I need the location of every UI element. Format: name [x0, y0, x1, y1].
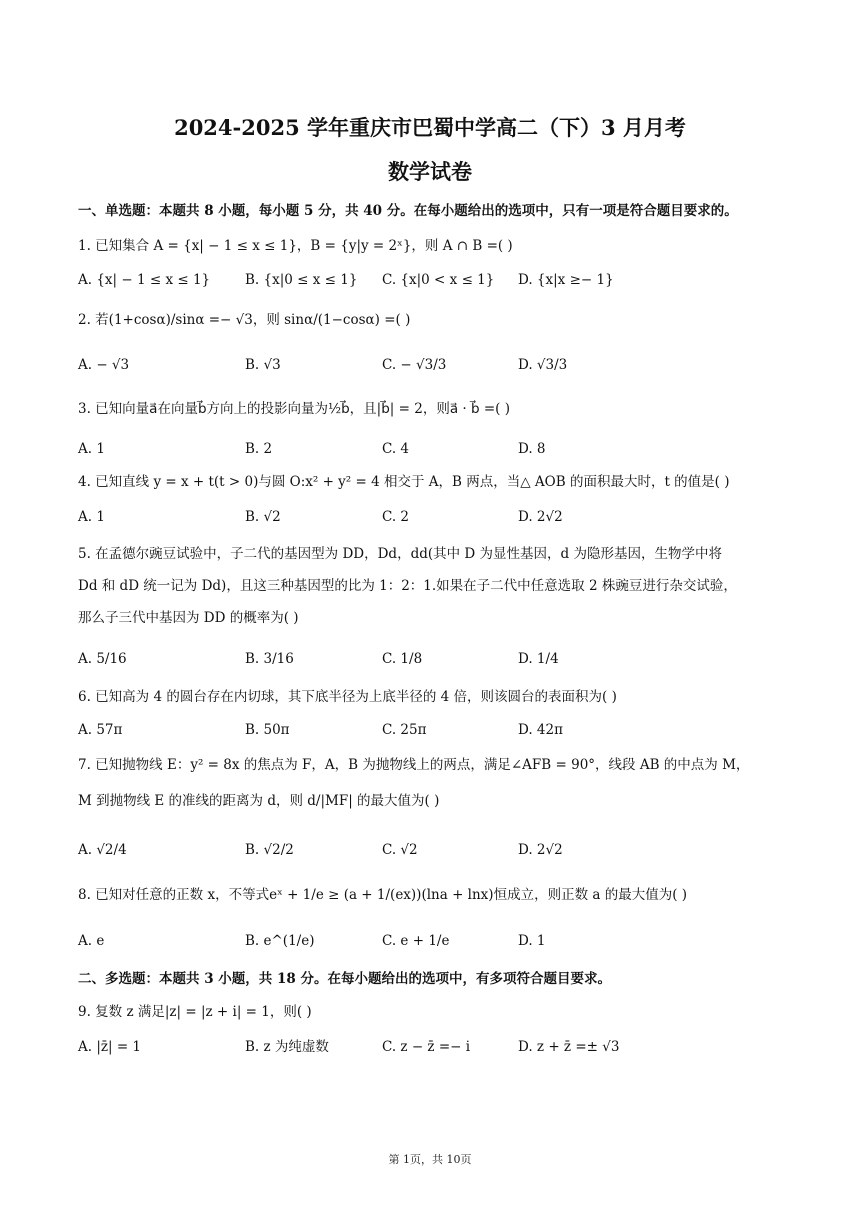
- question-7-option-a: A. √2/4: [78, 842, 127, 858]
- question-9-option-c: C. z − z̄ =− i: [382, 1039, 471, 1055]
- question-8-option-d: D. 1: [518, 933, 546, 949]
- question-3-option-b: B. 2: [245, 441, 273, 457]
- question-1-option-c: C. {x|0 < x ≤ 1}: [382, 272, 495, 288]
- question-2-option-c: C. − √3/3: [382, 357, 447, 373]
- question-8-option-c: C. e + 1/e: [382, 933, 450, 949]
- question-3-stem: 3. 已知向量a⃗在向量b⃗方向上的投影向量为½b⃗，且|b⃗| = 2，则a⃗ · b⃗ =( ): [78, 401, 510, 417]
- question-1-option-b: B. {x|0 ≤ x ≤ 1}: [245, 272, 358, 288]
- question-5-option-b: B. 3/16: [245, 651, 294, 667]
- question-2-stem: 2. 若(1+cosα)/sinα =− √3，则 sinα/(1−cosα) =( ): [78, 312, 411, 328]
- question-4-option-b: B. √2: [245, 509, 281, 525]
- page-footer: 第 1页，共 10页: [388, 1153, 472, 1166]
- question-6-option-c: C. 25π: [382, 722, 427, 738]
- question-9-option-d: D. z + z̄ =± √3: [518, 1039, 620, 1055]
- question-7-line-1: 7. 已知抛物线 E：y² = 8x 的焦点为 F，A，B 为抛物线上的两点，满足∠AFB = 90°，线段 AB 的中点为 M，: [78, 757, 750, 773]
- question-4-option-c: C. 2: [382, 509, 410, 525]
- section-heading-multiple-choice: 二、多选题：本题共 3 小题，共 18 分。在每小题给出的选项中，有多项符合题目要求。: [78, 971, 611, 987]
- question-2-option-a: A. − √3: [78, 357, 130, 373]
- exam-title: 2024-2025 学年重庆市巴蜀中学高二（下）3 月月考: [174, 115, 686, 140]
- question-4-stem: 4. 已知直线 y = x + t(t > 0)与圆 O:x² + y² = 4 相交于 A，B 两点，当△ AOB 的面积最大时，t 的值是( ): [78, 474, 730, 490]
- question-7-option-d: D. 2√2: [518, 842, 563, 858]
- question-9-option-b: B. z 为纯虚数: [245, 1039, 329, 1055]
- question-2-option-d: D. √3/3: [518, 357, 568, 373]
- question-3-option-a: A. 1: [78, 441, 105, 457]
- question-6-stem: 6. 已知高为 4 的圆台存在内切球，其下底半径为上底半径的 4 倍，则该圆台的表面积为( ): [78, 689, 617, 705]
- question-6-option-a: A. 57π: [78, 722, 123, 738]
- question-4-option-d: D. 2√2: [518, 509, 563, 525]
- question-5-option-a: A. 5/16: [78, 651, 127, 667]
- question-7-option-b: B. √2/2: [245, 842, 294, 858]
- question-9-stem: 9. 复数 z 满足|z| = |z + i| = 1，则( ): [78, 1004, 312, 1020]
- section-heading-single-choice: 一、单选题：本题共 8 小题，每小题 5 分，共 40 分。在每小题给出的选项中，只有一项是符合题目要求的。: [78, 203, 738, 219]
- question-7-line-2: M 到抛物线 E 的准线的距离为 d，则 d/|MF| 的最大值为( ): [78, 793, 440, 809]
- question-5-option-d: D. 1/4: [518, 651, 559, 667]
- question-5-line-1: 5. 在孟德尔豌豆试验中，子二代的基因型为 DD，Dd，dd(其中 D 为显性基因，d 为隐形基因，生物学中将: [78, 546, 722, 562]
- exam-subtitle: 数学试卷: [388, 159, 472, 184]
- question-5-option-c: C. 1/8: [382, 651, 423, 667]
- question-3-option-d: D. 8: [518, 441, 546, 457]
- question-8-option-b: B. e^(1/e): [245, 933, 315, 949]
- question-6-option-b: B. 50π: [245, 722, 290, 738]
- question-9-option-a: A. |z̄| = 1: [78, 1039, 142, 1055]
- question-4-option-a: A. 1: [78, 509, 105, 525]
- question-5-line-3: 那么子三代中基因为 DD 的概率为( ): [78, 610, 299, 626]
- question-3-option-c: C. 4: [382, 441, 410, 457]
- question-1-option-d: D. {x|x ≥− 1}: [518, 272, 614, 288]
- question-6-option-d: D. 42π: [518, 722, 563, 738]
- question-7-option-c: C. √2: [382, 842, 418, 858]
- question-2-option-b: B. √3: [245, 357, 281, 373]
- question-1-option-a: A. {x| − 1 ≤ x ≤ 1}: [78, 272, 211, 288]
- question-8-stem: 8. 已知对任意的正数 x，不等式eˣ + 1/e ≥ (a + 1/(ex))(lna + lnx)恒成立，则正数 a 的最大值为( ): [78, 887, 688, 903]
- question-8-option-a: A. e: [78, 933, 105, 949]
- question-1-stem: 1. 已知集合 A = {x| − 1 ≤ x ≤ 1}，B = {y|y = 2ˣ}，则 A ∩ B =( ): [78, 238, 513, 254]
- question-5-line-2: Dd 和 dD 统一记为 Dd)，且这三种基因型的比为 1：2：1.如果在子二代中任意选取 2 株豌豆进行杂交试验，: [78, 578, 737, 594]
